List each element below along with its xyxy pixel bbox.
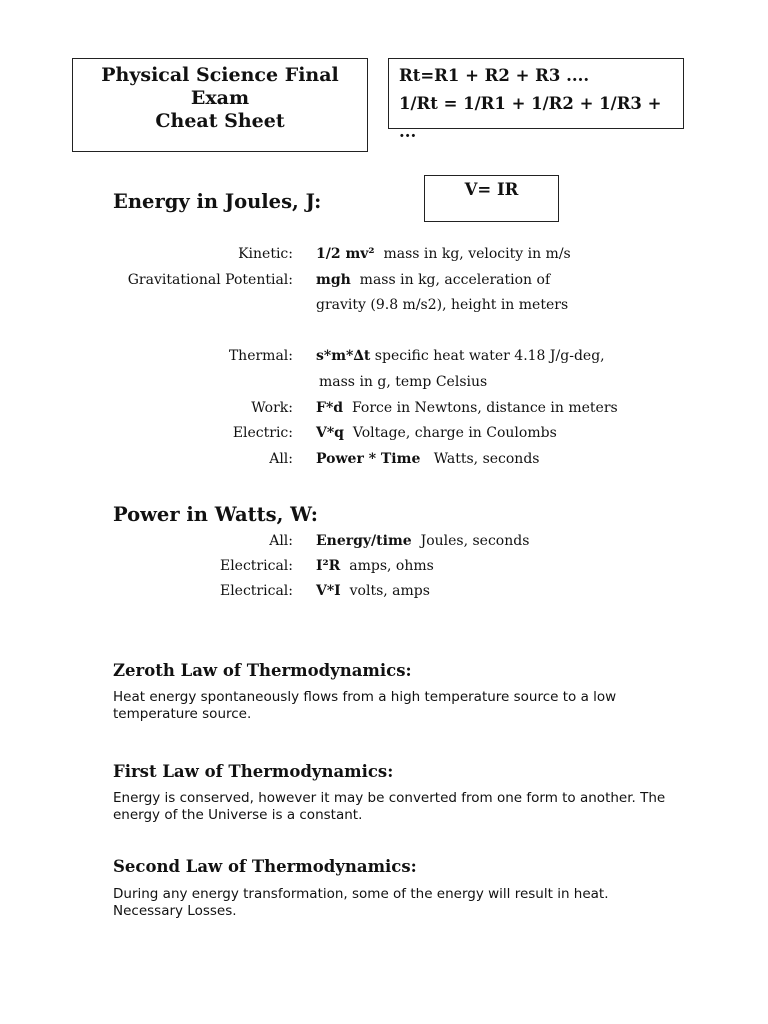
row-label: All: bbox=[269, 533, 293, 549]
title-line: Exam bbox=[190, 87, 250, 109]
row-label: Electrical: bbox=[219, 583, 293, 599]
row-formula: 1/2 mv² bbox=[316, 246, 375, 262]
title-box bbox=[72, 58, 368, 152]
row-label: Thermal: bbox=[228, 348, 293, 364]
energy-row bbox=[0, 246, 768, 268]
thermal-continuation: mass in g, temp Celsius bbox=[319, 374, 488, 390]
title-line: Physical Science Final bbox=[101, 64, 339, 86]
energy-row bbox=[0, 425, 768, 447]
energy-row bbox=[0, 272, 768, 294]
row-label: Gravitational Potential: bbox=[127, 272, 293, 288]
row-formula: F*d bbox=[316, 400, 344, 416]
row-formula: V*q bbox=[316, 425, 344, 441]
zeroth-law-text: Heat energy spontaneously flows from a high temperature source to a low temperature source. bbox=[113, 689, 617, 722]
gravity-continuation: gravity (9.8 m/s2), height in meters bbox=[316, 297, 569, 313]
row-desc: Watts, seconds bbox=[420, 451, 540, 467]
energy-row bbox=[0, 451, 768, 473]
row-formula: I²R bbox=[316, 558, 341, 574]
row-label: Work: bbox=[251, 400, 293, 416]
ohms-law-formula: V= IR bbox=[464, 180, 519, 199]
title-line: Cheat Sheet bbox=[155, 110, 285, 132]
second-law-text: During any energy transformation, some of the energy will result in heat. Necessary Losses. bbox=[113, 886, 609, 919]
row-formula: mgh bbox=[316, 272, 351, 288]
row-desc: mass in kg, velocity in m/s bbox=[374, 246, 571, 262]
row-label: All: bbox=[269, 451, 293, 467]
series-resistance-formula: Rt=R1 + R2 + R3 .... bbox=[399, 66, 590, 85]
row-label: Electric: bbox=[232, 425, 293, 441]
row-label: Electrical: bbox=[219, 558, 293, 574]
row-formula: V*I bbox=[316, 583, 341, 599]
row-desc: volts, amps bbox=[340, 583, 430, 599]
second-law-title: Second Law of Thermodynamics: bbox=[113, 857, 417, 876]
row-formula: Energy/time bbox=[316, 533, 412, 549]
row-formula: s*m*∆t bbox=[316, 348, 371, 364]
power-row bbox=[0, 558, 768, 580]
row-desc: Joules, seconds bbox=[411, 533, 530, 549]
parallel-resistance-formula: 1/Rt = 1/R1 + 1/R2 + 1/R3 + ... bbox=[399, 94, 662, 141]
row-desc: Voltage, charge in Coulombs bbox=[343, 425, 557, 441]
resistance-formula-box bbox=[388, 58, 684, 141]
power-row bbox=[0, 583, 768, 605]
row-desc: amps, ohms bbox=[340, 558, 434, 574]
row-formula: Power * Time bbox=[316, 451, 421, 467]
row-desc: Force in Newtons, distance in meters bbox=[343, 400, 618, 416]
power-row bbox=[0, 533, 768, 555]
first-law-text: Energy is conserved, however it may be converted from one form to another. The energy of the Universe is a constant. bbox=[113, 790, 666, 823]
zeroth-law-title: Zeroth Law of Thermodynamics: bbox=[113, 661, 412, 680]
first-law-title: First Law of Thermodynamics: bbox=[113, 762, 394, 781]
energy-row bbox=[0, 400, 768, 422]
ohms-law-box bbox=[424, 175, 559, 222]
row-desc: mass in kg, acceleration of bbox=[350, 272, 551, 288]
power-heading: Power in Watts, W: bbox=[113, 503, 318, 526]
row-desc: specific heat water 4.18 J/g-deg, bbox=[370, 348, 605, 364]
energy-row bbox=[0, 348, 768, 370]
row-label: Kinetic: bbox=[238, 246, 293, 262]
energy-heading: Energy in Joules, J: bbox=[113, 190, 322, 213]
